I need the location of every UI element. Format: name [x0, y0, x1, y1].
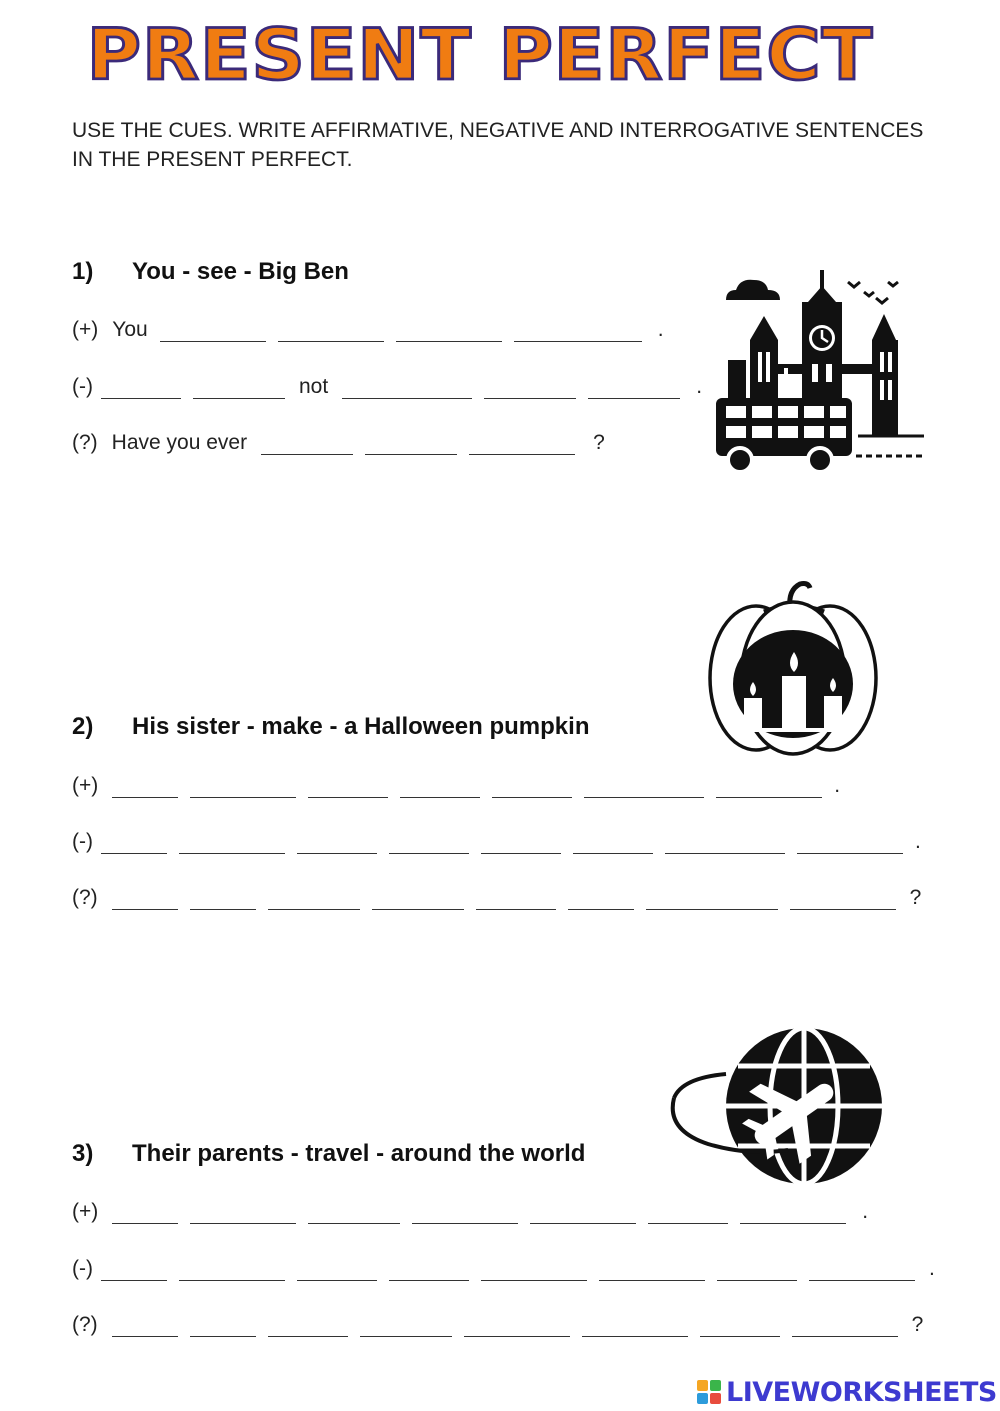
answer-blank[interactable] — [469, 437, 575, 455]
answer-blank[interactable] — [101, 381, 181, 399]
answer-blank[interactable] — [160, 324, 266, 342]
answer-blank[interactable] — [797, 836, 903, 854]
instructions: USE THE CUES. WRITE AFFIRMATIVE, NEGATIVE AND INTERROGATIVE SENTENCES IN THE PRESENT PERFECT. — [72, 119, 924, 171]
answer-blank[interactable] — [112, 1206, 178, 1224]
exercise-2-heading — [72, 713, 589, 741]
answer-blank[interactable] — [400, 780, 480, 798]
exercise-3-affirmative — [72, 1200, 868, 1224]
affirmative-prefix: You — [112, 318, 148, 341]
answer-blank[interactable] — [261, 437, 353, 455]
answer-blank[interactable] — [268, 892, 360, 910]
exercise-3-interrogative — [72, 1313, 923, 1337]
exercise-1-affirmative — [72, 318, 664, 342]
liveworksheets-brand[interactable] — [696, 1376, 997, 1408]
answer-blank[interactable] — [568, 892, 634, 910]
answer-blank[interactable] — [790, 892, 896, 910]
answer-blank[interactable] — [342, 381, 472, 399]
globe-airplane-icon — [668, 1020, 888, 1188]
answer-blank[interactable] — [389, 1263, 469, 1281]
interrogative-symbol: (?) — [72, 1313, 98, 1336]
answer-blank[interactable] — [716, 780, 822, 798]
answer-blank[interactable] — [599, 1263, 705, 1281]
exercise-1-interrogative — [72, 431, 605, 455]
interrogative-prefix: Have you ever — [111, 431, 248, 454]
answer-blank[interactable] — [179, 836, 285, 854]
answer-blank[interactable] — [278, 324, 384, 342]
answer-blank[interactable] — [665, 836, 785, 854]
sentence-end: . — [834, 774, 841, 797]
answer-blank[interactable] — [481, 1263, 587, 1281]
liveworksheets-logo-icon — [696, 1379, 722, 1405]
answer-blank[interactable] — [582, 1319, 688, 1337]
answer-blank[interactable] — [268, 1319, 348, 1337]
sentence-end: . — [696, 375, 703, 398]
exercise-2-number: 2) — [72, 713, 94, 740]
sentence-end: ? — [909, 886, 922, 909]
answer-blank[interactable] — [365, 437, 457, 455]
answer-blank[interactable] — [308, 780, 388, 798]
answer-blank[interactable] — [809, 1263, 915, 1281]
sentence-end: . — [914, 830, 921, 853]
answer-blank[interactable] — [530, 1206, 636, 1224]
answer-blank[interactable] — [412, 1206, 518, 1224]
answer-blank[interactable] — [190, 892, 256, 910]
answer-blank[interactable] — [101, 836, 167, 854]
answer-blank[interactable] — [476, 892, 556, 910]
answer-blank[interactable] — [112, 780, 178, 798]
exercise-3-negative — [72, 1257, 935, 1281]
answer-blank[interactable] — [648, 1206, 728, 1224]
sentence-end: . — [657, 318, 664, 341]
sentence-end: . — [928, 1257, 935, 1280]
negative-symbol: (-) — [72, 830, 93, 853]
answer-blank[interactable] — [179, 1263, 285, 1281]
exercise-1-cue: You - see - Big Ben — [132, 258, 349, 285]
answer-blank[interactable] — [389, 836, 469, 854]
answer-blank[interactable] — [372, 892, 464, 910]
sentence-end: . — [862, 1200, 869, 1223]
answer-blank[interactable] — [190, 1319, 256, 1337]
answer-blank[interactable] — [297, 1263, 377, 1281]
exercise-2-negative — [72, 830, 921, 854]
answer-blank[interactable] — [700, 1319, 780, 1337]
exercise-3-number: 3) — [72, 1140, 94, 1167]
affirmative-symbol: (+) — [72, 774, 99, 797]
negative-symbol: (-) — [72, 1257, 93, 1280]
exercise-2-affirmative — [72, 774, 840, 798]
answer-blank[interactable] — [717, 1263, 797, 1281]
halloween-pumpkin-candles-icon — [704, 578, 882, 762]
interrogative-symbol: (?) — [72, 431, 98, 454]
exercise-3-cue: Their parents - travel - around the world — [132, 1140, 586, 1167]
answer-blank[interactable] — [584, 780, 704, 798]
negative-symbol: (-) — [72, 375, 93, 398]
affirmative-symbol: (+) — [72, 318, 99, 341]
answer-blank[interactable] — [740, 1206, 846, 1224]
answer-blank[interactable] — [792, 1319, 898, 1337]
sentence-end: ? — [593, 431, 605, 454]
interrogative-symbol: (?) — [72, 886, 98, 909]
exercise-1-negative — [72, 375, 702, 399]
answer-blank[interactable] — [464, 1319, 570, 1337]
answer-blank[interactable] — [514, 324, 642, 342]
answer-blank[interactable] — [190, 1206, 296, 1224]
answer-blank[interactable] — [360, 1319, 452, 1337]
big-ben-london-bus-icon — [708, 268, 926, 476]
negative-not: not — [298, 375, 329, 398]
exercise-2-interrogative — [72, 886, 921, 910]
answer-blank[interactable] — [112, 1319, 178, 1337]
answer-blank[interactable] — [588, 381, 680, 399]
exercise-2-cue: His sister - make - a Halloween pumpkin — [132, 713, 590, 740]
answer-blank[interactable] — [308, 1206, 400, 1224]
answer-blank[interactable] — [193, 381, 285, 399]
answer-blank[interactable] — [396, 324, 502, 342]
answer-blank[interactable] — [297, 836, 377, 854]
answer-blank[interactable] — [481, 836, 561, 854]
answer-blank[interactable] — [112, 892, 178, 910]
answer-blank[interactable] — [573, 836, 653, 854]
answer-blank[interactable] — [646, 892, 778, 910]
sentence-end: ? — [911, 1313, 924, 1336]
affirmative-symbol: (+) — [72, 1200, 99, 1223]
page-title: PRESENT PERFECT — [86, 14, 874, 96]
answer-blank[interactable] — [484, 381, 576, 399]
answer-blank[interactable] — [190, 780, 296, 798]
exercise-1-heading — [72, 258, 349, 286]
answer-blank[interactable] — [101, 1263, 167, 1281]
answer-blank[interactable] — [492, 780, 572, 798]
exercise-1-number: 1) — [72, 258, 94, 285]
exercise-3-heading — [72, 1140, 585, 1168]
brand-name: LIVEWORKSHEETS — [726, 1376, 997, 1408]
